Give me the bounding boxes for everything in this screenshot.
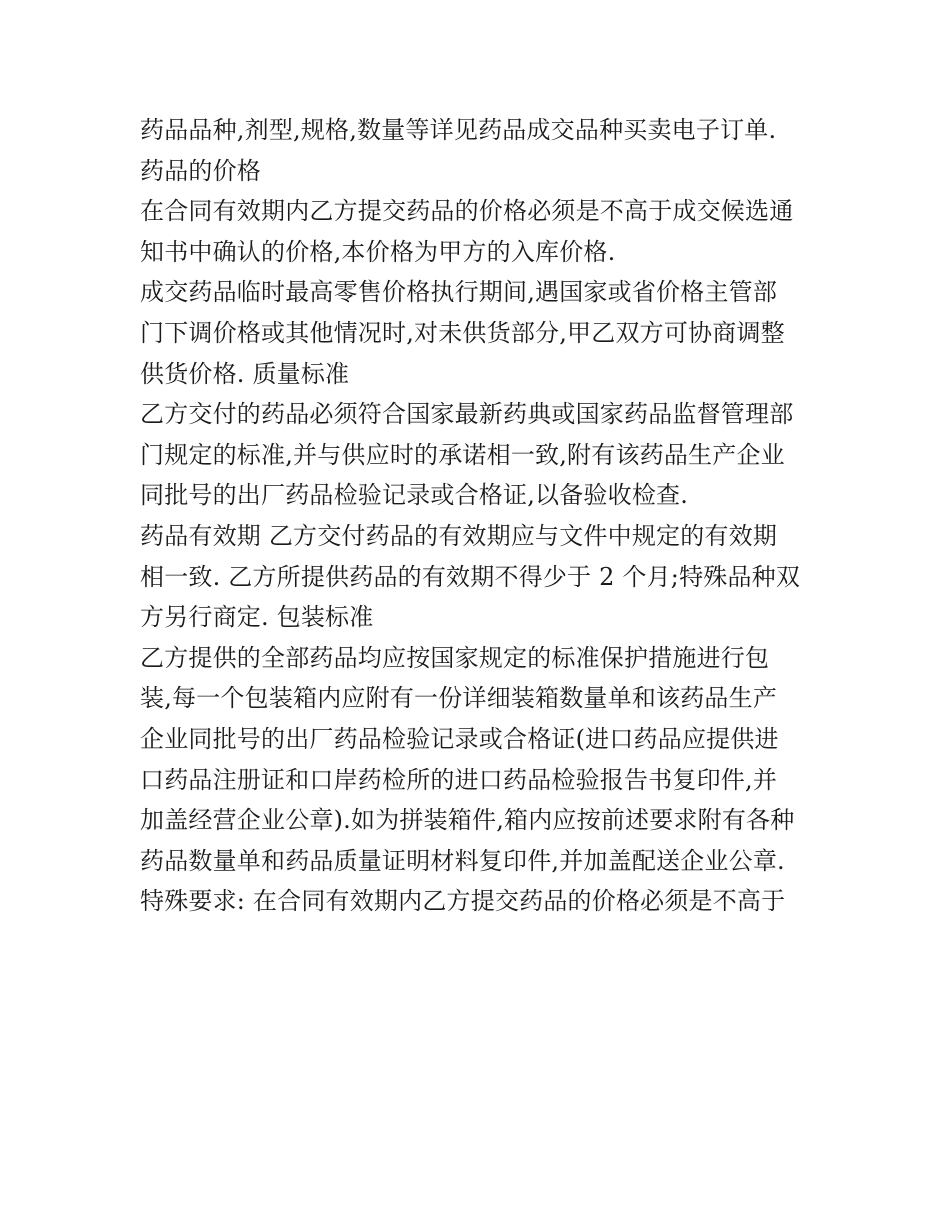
body-text xyxy=(140,110,830,922)
text-line: 乙方提供的全部药品均应按国家规定的标准保护措施进行包 xyxy=(140,643,770,672)
text-line: 口药品注册证和口岸药检所的进口药品检验报告书复印件,并 xyxy=(140,765,778,794)
text-line: 门规定的标准,并与供应时的承诺相一致,附有该药品生产企业 xyxy=(140,440,785,469)
text-line: 供货价格. 质量标准 xyxy=(140,359,350,388)
text-line: 相一致. 乙方所提供药品的有效期不得少于 2 个月;特殊品种双 xyxy=(140,562,801,591)
text-line: 同批号的出厂药品检验记录或合格证,以备验收检查. xyxy=(140,481,689,510)
text-line: 特殊要求: 在合同有效期内乙方提交药品的价格必须是不高于 xyxy=(140,887,786,916)
text-line: 药品数量单和药品质量证明材料复印件,并加盖配送企业公章. xyxy=(140,846,785,875)
text-line: 加盖经营企业公章).如为拼装箱件,箱内应按前述要求附有各种 xyxy=(140,806,795,835)
text-line: 方另行商定. 包装标准 xyxy=(140,603,374,632)
text-line: 药品品种,剂型,规格,数量等详见药品成交品种买卖电子订单. xyxy=(140,116,777,144)
text-line: 在合同有效期内乙方提交药品的价格必须是不高于成交候选通 xyxy=(140,197,794,226)
text-line: 成交药品临时最高零售价格执行期间,遇国家或省价格主管部 xyxy=(140,278,778,307)
text-line: 门下调价格或其他情况时,对未供货部分,甲乙双方可协商调整 xyxy=(140,318,785,347)
text-line: 乙方交付的药品必须符合国家最新药典或国家药品监督管理部 xyxy=(140,400,794,429)
text-line: 装,每一个包装箱内应附有一份详细装箱数量单和该药品生产 xyxy=(140,684,778,713)
text-line: 药品的价格 xyxy=(140,156,261,185)
text-line: 知书中确认的价格,本价格为甲方的入库价格. xyxy=(140,237,616,266)
text-line: 企业同批号的出厂药品检验记录或合格证(进口药品应提供进 xyxy=(140,724,779,753)
text-line: 药品有效期 乙方交付药品的有效期应与文件中规定的有效期 xyxy=(140,521,778,550)
